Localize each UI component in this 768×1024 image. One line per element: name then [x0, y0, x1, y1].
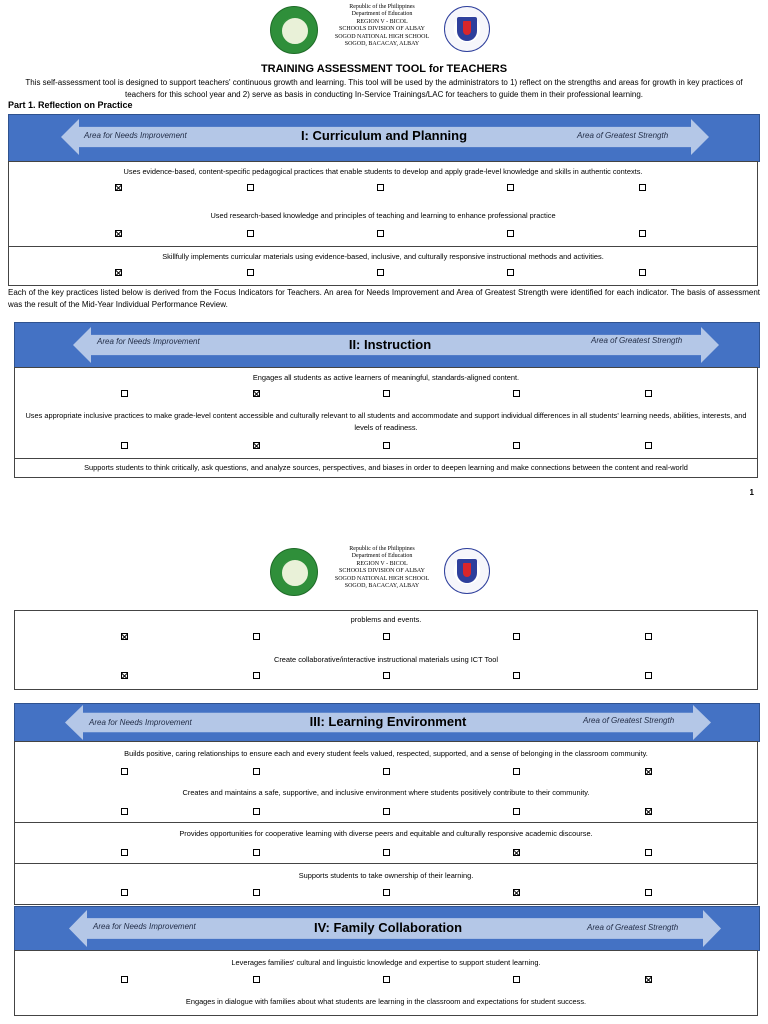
rating-checkbox-4[interactable] [513, 768, 520, 775]
letterhead-line: REGION V - BICOL [356, 18, 408, 25]
needs-improvement-label: Area for Needs Improvement [93, 922, 196, 931]
needs-improvement-label: Area for Needs Improvement [84, 131, 187, 140]
rating-checkbox-4[interactable] [507, 184, 514, 191]
greatest-strength-label: Area of Greatest Strength [591, 336, 683, 345]
practice-row [14, 459, 758, 478]
rating-checkbox-4[interactable] [513, 390, 520, 397]
section-title: IV: Family Collaboration [313, 920, 463, 935]
rating-checkbox-4[interactable] [507, 230, 514, 237]
greatest-strength-label: Area of Greatest Strength [577, 131, 669, 140]
practice-text: Uses appropriate inclusive practices to make grade-level content accessible and culturally relevant to all students and accommodate and support individual differences in all students' learning needs, abilities, interests, and levels of readiness. [25, 411, 747, 432]
rating-checkbox-2[interactable] [253, 976, 260, 983]
rating-checkbox-3[interactable] [383, 768, 390, 775]
rating-checkbox-5[interactable] [645, 849, 652, 856]
greatest-strength-label: Area of Greatest Strength [583, 716, 675, 725]
letterhead-line: SCHOOLS DIVISION OF ALBAY [339, 26, 425, 33]
greatest-strength-label: Area of Greatest Strength [587, 923, 679, 932]
letterhead-line: SOGOD NATIONAL HIGH SCHOOL [334, 575, 430, 582]
letterhead-line: SOGOD, BACACAY, ALBAY [344, 583, 420, 590]
section-banner-family-collaboration [14, 906, 760, 951]
practice-text: Engages all students as active learners of meaningful, standards-aligned content. [252, 373, 520, 382]
practice-row [14, 950, 758, 992]
rating-checkbox-2[interactable] [253, 849, 260, 856]
rating-checkbox-2[interactable] [253, 672, 260, 679]
rating-checkbox-3[interactable] [377, 184, 384, 191]
intro-paragraph: This self-assessment tool is designed to support teachers' continuous growth and learning. This tool will be used by the administrators to 1) reflect on the strengths and areas for growth in key practices of teachers for this school year and 2) serve as basis in conducting In-Service Trainings/LAC for teachers to guide them in their professional learning. [25, 78, 743, 99]
rating-checkbox-2[interactable] [253, 768, 260, 775]
rating-checkbox-3[interactable] [383, 390, 390, 397]
section-banner-instruction [14, 322, 760, 368]
letterhead-line: SCHOOLS DIVISION OF ALBAY [339, 568, 425, 575]
rating-checkbox-1[interactable] [121, 768, 128, 775]
rating-checkbox-5[interactable] [639, 269, 646, 276]
rating-checkbox-2[interactable] [247, 230, 254, 237]
rating-checkbox-5[interactable] [645, 633, 652, 640]
rating-checkbox-1[interactable] [121, 808, 128, 815]
section-banner-learning-environment [14, 703, 760, 742]
rating-checkbox-3[interactable] [383, 808, 390, 815]
rating-checkbox-4[interactable] [513, 889, 520, 896]
rating-checkbox-4[interactable] [507, 269, 514, 276]
rating-checkbox-4[interactable] [513, 672, 520, 679]
section-title: II: Instruction [348, 337, 432, 352]
deped-seal-icon [444, 548, 490, 594]
rating-checkbox-3[interactable] [383, 633, 390, 640]
section-banner-curriculum [8, 114, 760, 162]
rating-checkbox-1[interactable] [121, 390, 128, 397]
rating-checkbox-5[interactable] [639, 230, 646, 237]
rating-checkbox-3[interactable] [383, 849, 390, 856]
letterhead-line: Republic of the Philippines [349, 4, 415, 10]
rating-checkbox-1[interactable] [121, 442, 128, 449]
practice-text: problems and events. [350, 615, 422, 624]
section-title: III: Learning Environment [309, 714, 467, 729]
rating-checkbox-4[interactable] [513, 849, 520, 856]
rating-checkbox-4[interactable] [513, 442, 520, 449]
school-seal-icon [270, 6, 318, 54]
rating-checkbox-4[interactable] [513, 976, 520, 983]
rating-checkbox-1[interactable] [121, 849, 128, 856]
practice-text: Create collaborative/interactive instructional materials using ICT Tool [273, 655, 498, 664]
rating-checkbox-1[interactable] [115, 230, 122, 237]
rating-checkbox-2[interactable] [253, 808, 260, 815]
school-seal-icon [270, 548, 318, 596]
rating-checkbox-2[interactable] [253, 442, 260, 449]
rating-checkbox-5[interactable] [645, 808, 652, 815]
rating-checkbox-2[interactable] [253, 390, 260, 397]
practice-text: Supports students to think critically, ask questions, and analyze sources, perspectives, and biases in order to deepen learning and make connections between the content and real-world [84, 463, 688, 472]
rating-checkbox-2[interactable] [247, 269, 254, 276]
letterhead-line: SOGOD NATIONAL HIGH SCHOOL [334, 33, 430, 40]
practice-text: Uses evidence-based, content-specific pedagogical practices that enable students to develop and apply grade-level knowledge and skills in authentic contexts. [123, 167, 643, 176]
practice-row [14, 864, 758, 905]
rating-checkbox-1[interactable] [121, 889, 128, 896]
practice-row-continued [14, 610, 758, 652]
document-title: TRAINING ASSESSMENT TOOL for TEACHERS [260, 63, 508, 75]
practice-row [14, 782, 758, 823]
rating-checkbox-5[interactable] [645, 889, 652, 896]
practice-text: Provides opportunities for cooperative learning with diverse peers and equitable and culturally responsive academic discourse. [179, 829, 593, 838]
rating-checkbox-1[interactable] [121, 672, 128, 679]
rating-checkbox-5[interactable] [645, 768, 652, 775]
practice-text: Leverages families' cultural and linguistic knowledge and expertise to support student learning. [231, 958, 541, 967]
letterhead-line: Department of Education [351, 11, 413, 18]
practice-text: Skillfully implements curricular materials using evidence-based, inclusive, and culturally responsive instructional methods and activities. [162, 252, 604, 261]
needs-improvement-label: Area for Needs Improvement [89, 718, 192, 727]
letterhead-line: REGION V - BICOL [356, 560, 408, 567]
rating-checkbox-5[interactable] [645, 442, 652, 449]
practice-row [8, 247, 758, 286]
letterhead-page2 [270, 546, 490, 596]
practice-row [14, 991, 758, 1016]
page-number: 1 [749, 488, 754, 497]
rating-checkbox-3[interactable] [383, 889, 390, 896]
rating-checkbox-2[interactable] [247, 184, 254, 191]
practice-row [14, 651, 758, 690]
practice-text: Supports students to take ownership of their learning. [298, 871, 474, 880]
practice-text: Used research-based knowledge and principles of teaching and learning to enhance professional practice [210, 211, 556, 220]
rating-checkbox-5[interactable] [645, 672, 652, 679]
letterhead-line: Republic of the Philippines [349, 546, 415, 552]
deped-seal-icon [444, 6, 490, 52]
rating-checkbox-3[interactable] [383, 672, 390, 679]
rating-checkbox-3[interactable] [383, 442, 390, 449]
part-label: Part 1. Reflection on Practice [8, 100, 133, 110]
practice-row [14, 406, 758, 459]
rating-checkbox-5[interactable] [645, 390, 652, 397]
letterhead-line: Department of Education [351, 553, 413, 560]
letterhead-page1 [270, 4, 490, 54]
rating-checkbox-2[interactable] [253, 889, 260, 896]
section-title: I: Curriculum and Planning [300, 128, 468, 143]
assessment-note: Each of the key practices listed below is derived from the Focus Indicators for Teachers. An area for Needs Improvement and Area of Greatest Strength were identified for each indicator. The basis of assessment was the result of the Mid-Year Individual Performance Review. [8, 288, 760, 309]
rating-checkbox-5[interactable] [639, 184, 646, 191]
practice-row [14, 741, 758, 783]
needs-improvement-label: Area for Needs Improvement [97, 337, 200, 346]
practice-row [14, 823, 758, 864]
practice-row [8, 161, 758, 207]
practice-row [14, 367, 758, 407]
letterhead-text [322, 4, 442, 48]
rating-checkbox-5[interactable] [645, 976, 652, 983]
rating-checkbox-3[interactable] [377, 269, 384, 276]
rating-checkbox-1[interactable] [121, 976, 128, 983]
rating-checkbox-3[interactable] [383, 976, 390, 983]
letterhead-text [322, 546, 442, 590]
rating-checkbox-4[interactable] [513, 633, 520, 640]
letterhead-line: SOGOD, BACACAY, ALBAY [344, 41, 420, 48]
rating-checkbox-1[interactable] [115, 269, 122, 276]
rating-checkbox-2[interactable] [253, 633, 260, 640]
rating-checkbox-3[interactable] [377, 230, 384, 237]
practice-text: Builds positive, caring relationships to ensure each and every student feels valued, respected, supported, and a sense of belonging in the classroom community. [124, 749, 648, 758]
rating-checkbox-4[interactable] [513, 808, 520, 815]
practice-row [8, 206, 758, 247]
practice-text: Creates and maintains a safe, supportive, and inclusive environment where students positively contribute to their community. [182, 788, 590, 797]
practice-text: Engages in dialogue with families about what students are learning in the classroom and expectations for student success. [185, 997, 587, 1006]
rating-checkbox-1[interactable] [121, 633, 128, 640]
rating-checkbox-1[interactable] [115, 184, 122, 191]
